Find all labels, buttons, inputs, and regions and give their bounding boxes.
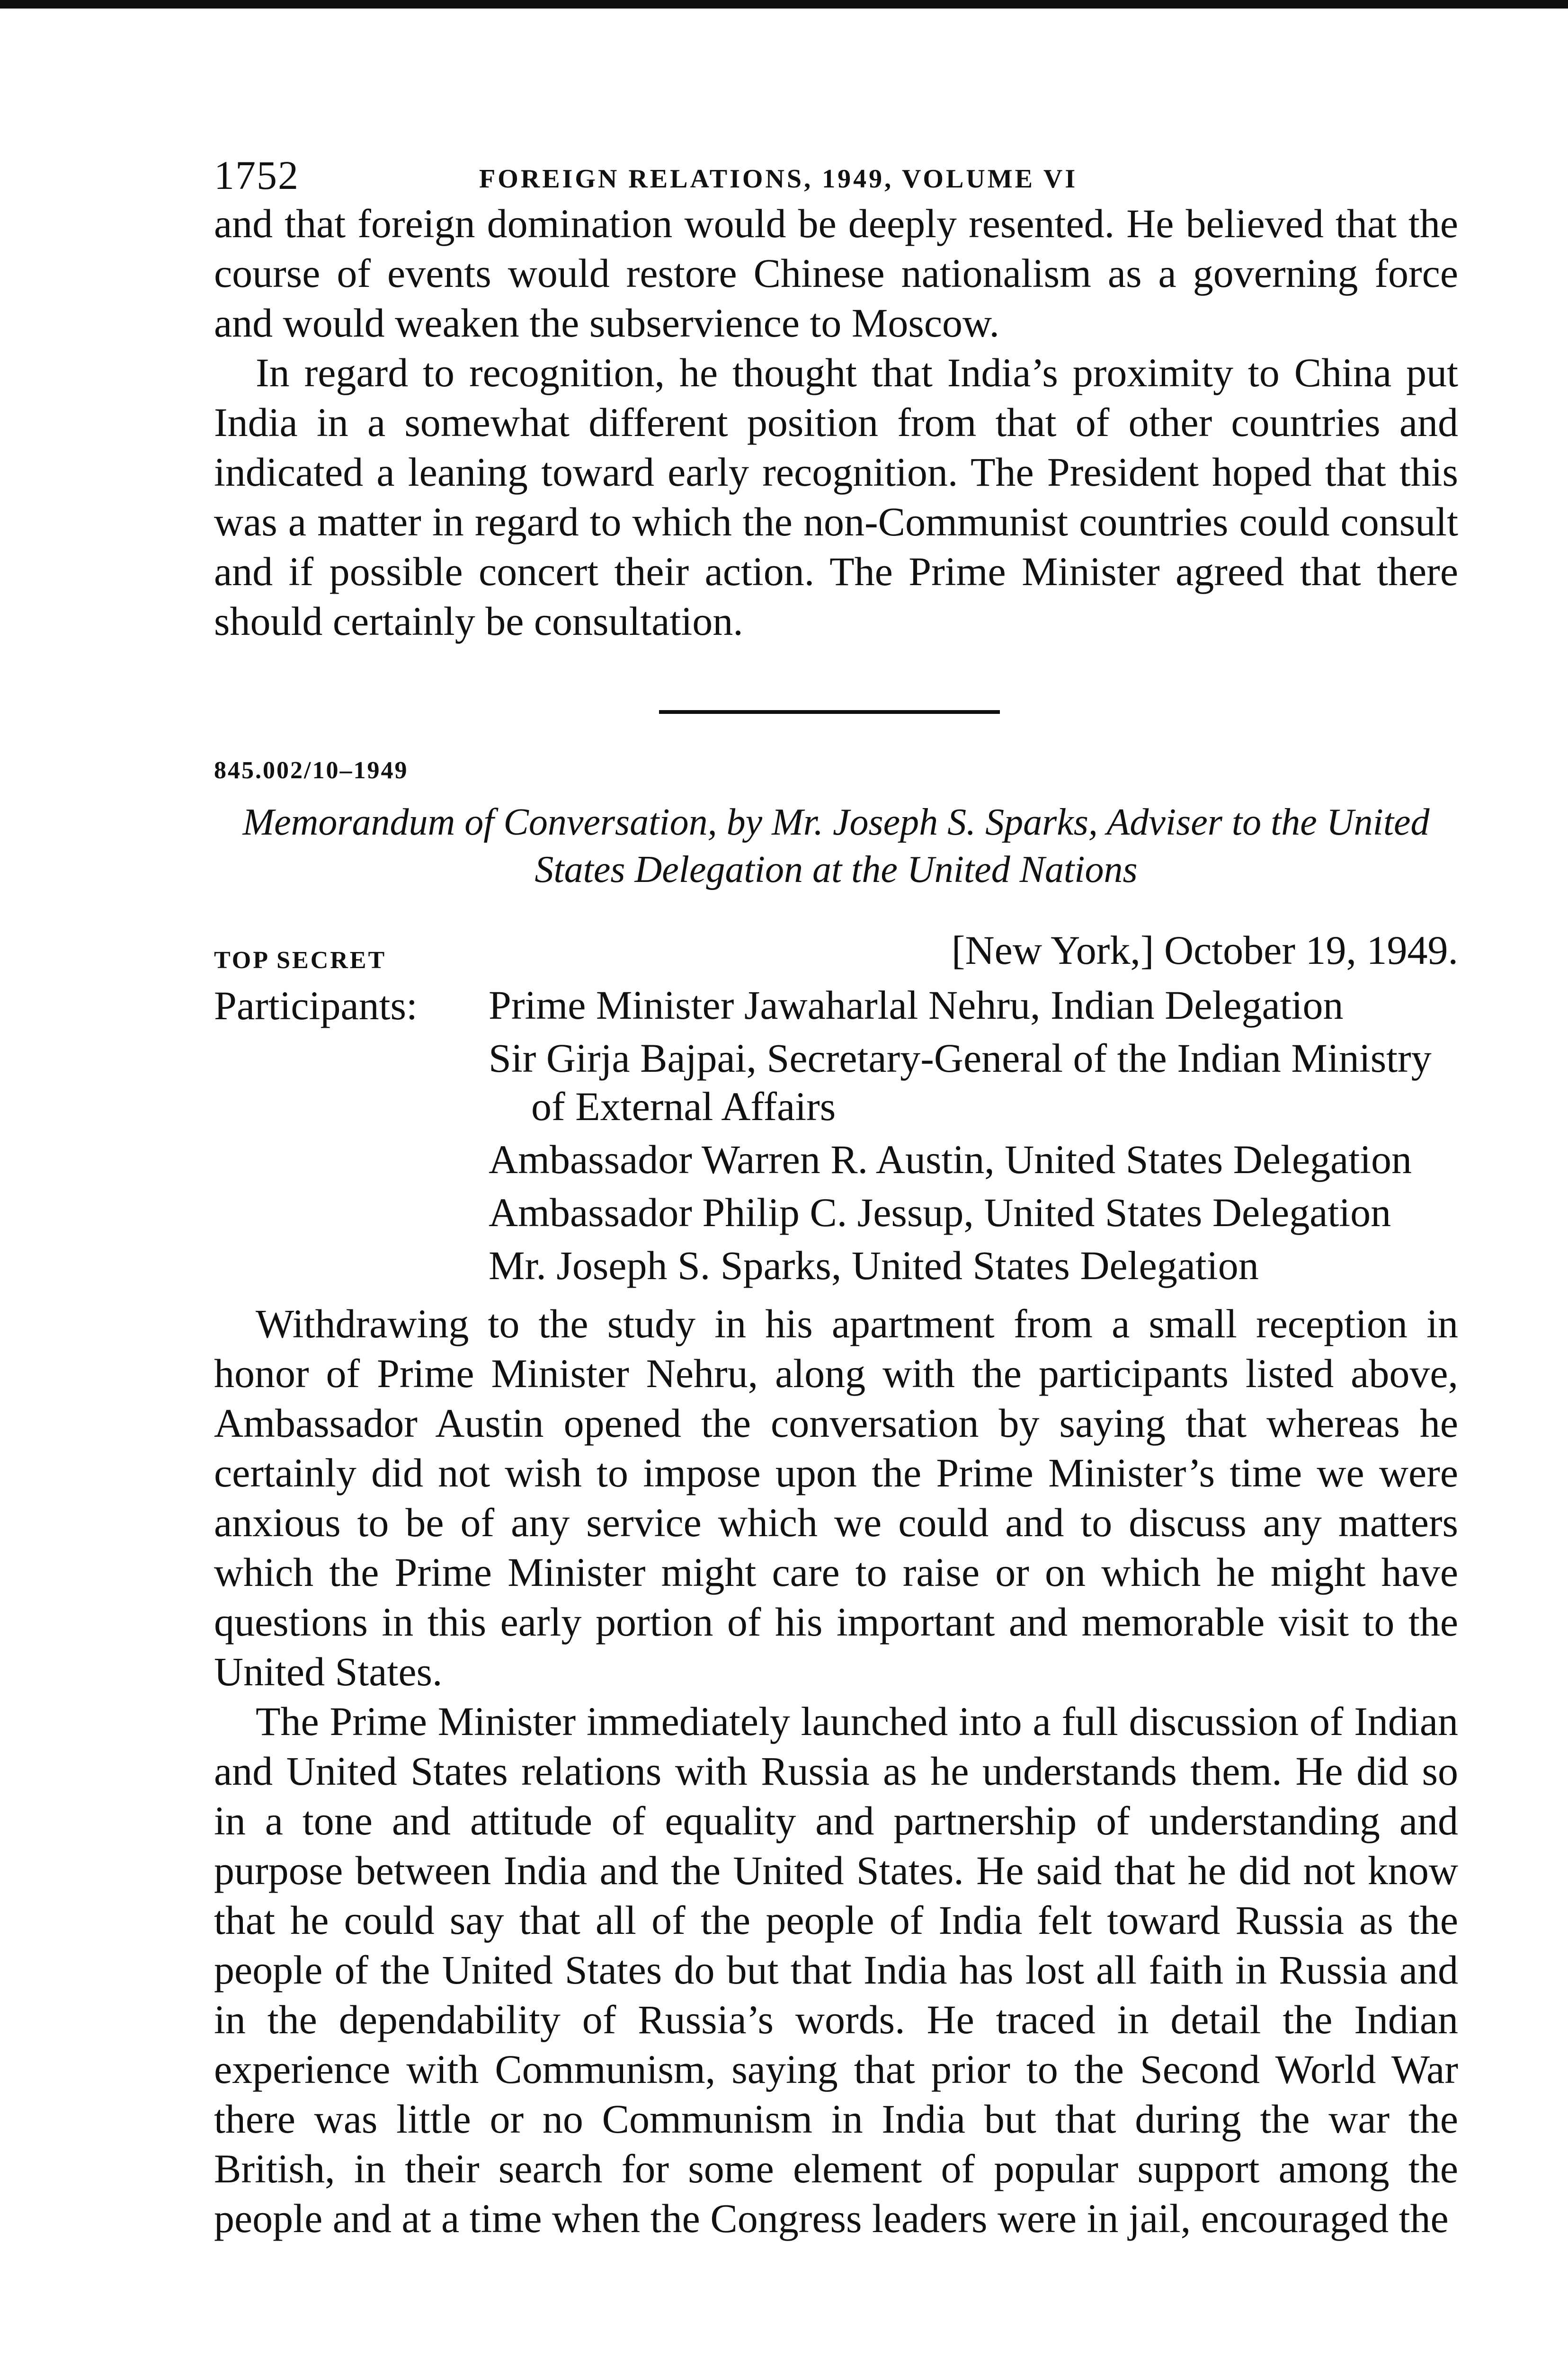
participant-item: Sir Girja Bajpai, Secretary-General of the Indian Ministry of External Affairs <box>489 1035 1432 1129</box>
participant-list <box>489 981 1458 1290</box>
participant-item: Ambassador Philip C. Jessup, United States Delegation <box>489 1190 1391 1235</box>
participant-item: Prime Minister Jawaharlal Nehru, Indian Delegation <box>489 982 1344 1028</box>
dateline-row <box>214 926 1458 981</box>
participant-item: Ambassador Warren R. Austin, United States Delegation <box>489 1137 1412 1182</box>
participants-section <box>214 981 1458 1290</box>
file-number: 845.002/10–1949 <box>214 757 409 784</box>
volume-title: FOREIGN RELATIONS, 1949, VOLUME VI <box>479 164 1078 194</box>
continued-paragraph: and that foreign domination would be deeply resented. He believed that the course of events would restore Chinese nationalism as a governing force and would weaken the subservience to Moscow. <box>214 201 1458 346</box>
participant-item: Mr. Joseph S. Sparks, United States Delegation <box>489 1243 1259 1288</box>
recognition-paragraph: In regard to recognition, he thought that India’s proximity to China put India in a somewhat different position from that of other countries and indicated a leaning toward early recognition. The President hoped that this was a matter in regard to which the non-Communist countries could consult and if possible concert their action. The Prime Minister agreed that there should certainly be consultation. <box>214 350 1458 644</box>
page-number: 1752 <box>214 152 299 198</box>
document-title: Memorandum of Conversation, by Mr. Joseph S. Sparks, Adviser to the United States Delegation at the United Nations <box>242 801 1430 890</box>
document-page <box>214 147 1458 2243</box>
participants-label: Participants: <box>214 983 418 1028</box>
body-paragraph: Withdrawing to the study in his apartment from a small reception in honor of Prime Minister Nehru, along with the participants listed above, Ambassador Austin opened the conversation by saying that whereas he certainly did not wish to impose upon the Prime Minister’s time we were anxious to be of any service which we could and to discuss any matters which the Prime Minister might care to raise or on which he might have questions in this early portion of his important and memorable visit to the United States. <box>214 1301 1458 1694</box>
running-head <box>214 147 1458 199</box>
body-paragraph: The Prime Minister immediately launched into a full discussion of Indian and United States relations with Russia as he understands them. He did so in a tone and attitude of equality and partnership of understanding and purpose between India and the United States. He said that he did not know that he could say that all of the people of India felt toward Russia as the people of the United States do but that India has lost all faith in Russia and in the dependability of Russia’s words. He traced in detail the Indian experience with Communism, saying that prior to the Second World War there was little or no Communism in India but that during the war the British, in their search for some element of popular support among the people and at a time when the Congress leaders were in jail, encouraged the <box>214 1699 1458 2241</box>
dateline: [New York,] October 19, 1949. <box>951 927 1458 973</box>
top-edge-rule <box>0 0 1568 9</box>
section-separator <box>659 710 1000 714</box>
classification-label: TOP SECRET <box>214 947 387 974</box>
